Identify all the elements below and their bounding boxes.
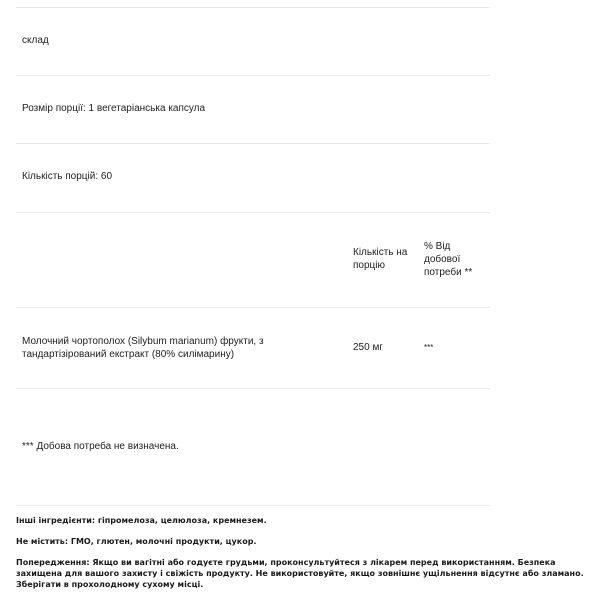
divider xyxy=(16,212,490,213)
does-not-contain: Не містить: ГМО, глютен, молочні продукти, цукор. xyxy=(16,537,257,546)
divider xyxy=(16,505,490,506)
section-heading: склад xyxy=(22,35,49,46)
divider xyxy=(16,388,490,389)
other-ingredients: Інші інгредієнти: гіпромелоза, целюлоза, кремнезем. xyxy=(16,516,267,525)
divider xyxy=(16,7,490,8)
ingredient-name: Молочний чортополох (Silybum marianum) фрукти, з тандартізірований екстракт (80% силімарину) xyxy=(22,336,264,360)
divider xyxy=(16,143,490,144)
header-daily-value: % Від добової потреби ** xyxy=(424,241,473,278)
serving-size: Розмір порції: 1 вегетаріанська капсула xyxy=(22,103,206,114)
divider xyxy=(16,307,490,308)
ingredient-amount: 250 мг xyxy=(353,342,383,353)
servings-per-container: Кількість порцій: 60 xyxy=(22,171,113,182)
header-amount-per-serving: Кількість на порцію xyxy=(353,247,408,271)
warning: Попередження: Якщо ви вагітні або годуєте грудьми, проконсультуйтеся з лікарем перед використанням. Безпека захищена для вашого захисту і свіжість продукту. Не використовуйте, якщо зовнішнє ущільнення відсутнє або зламано. Зберігати в прохолодному сухому місці. xyxy=(16,558,584,589)
footnote: *** Добова потреба не визначена. xyxy=(22,441,179,452)
divider xyxy=(16,75,490,76)
ingredient-daily-value: *** xyxy=(424,343,434,352)
